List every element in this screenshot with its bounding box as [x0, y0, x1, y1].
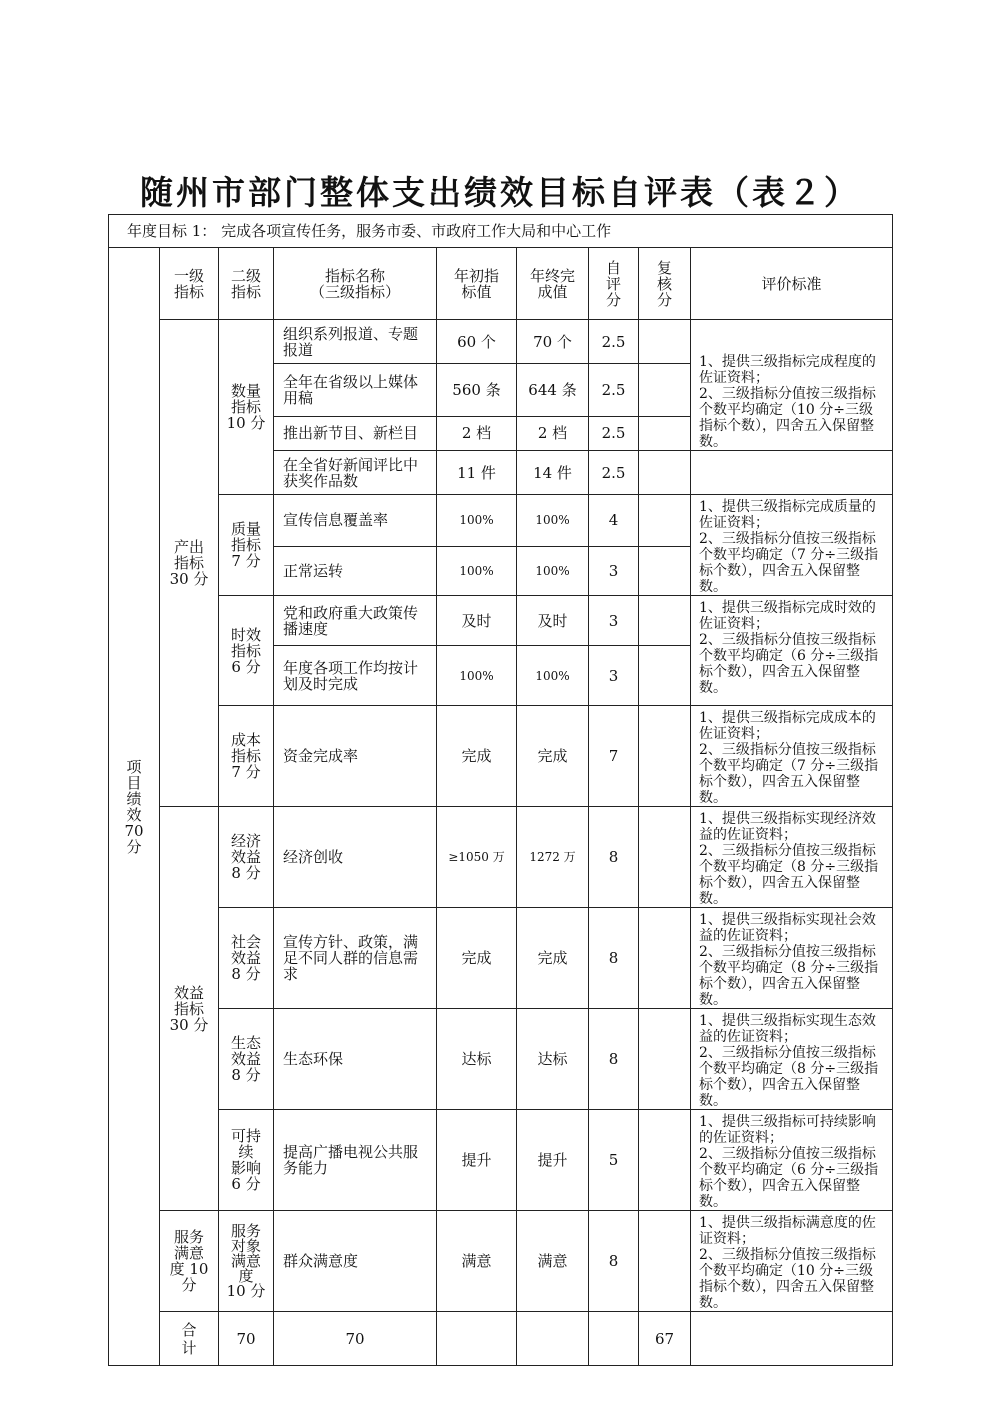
quantity-label: [219, 320, 274, 495]
total-review-empty: [691, 1312, 893, 1366]
self-score: 8: [589, 807, 639, 908]
header-review-score-text: 复 核 分: [656, 258, 672, 309]
table-row: [109, 908, 893, 1009]
indicator-name: 正常运转: [274, 546, 437, 595]
initial-value: 11 件: [437, 451, 517, 495]
final-value: 提升: [517, 1110, 589, 1211]
indicator-name: 年度各项工作均按计划及时完成: [274, 646, 437, 706]
cost-criteria: [691, 706, 893, 807]
indicator-name: 提高广播电视公共服务能力: [274, 1110, 437, 1211]
table-row: [109, 596, 893, 646]
review-score: [639, 364, 691, 416]
header-level2-text: 二级 指标: [230, 266, 261, 301]
header-name: [274, 248, 437, 320]
initial-value: 2 档: [437, 416, 517, 450]
header-criteria: 评价标准: [691, 248, 893, 320]
benefit-label: [160, 807, 219, 1211]
self-score: 8: [589, 908, 639, 1009]
initial-value: 及时: [437, 596, 517, 646]
initial-value: 满意: [437, 1211, 517, 1312]
social-label-text: 社会 效益 8 分: [230, 933, 261, 983]
social-label: [219, 908, 274, 1009]
criteria-empty: [691, 451, 893, 495]
initial-value: ≥1050 万: [437, 807, 517, 908]
satisfaction-criteria-text: 1、提供三级指标满意度的佐证资料； 2、三级指标分值按三级指标个数平均确定（10 分÷三级指标个数），四舍五入保留整数。: [699, 1215, 876, 1311]
indicator-name: 全年在省级以上媒体用稿: [274, 364, 437, 416]
review-score: [639, 706, 691, 807]
self-score: 5: [589, 1110, 639, 1211]
performance-table: [108, 214, 893, 1366]
header-level1-text: 一级 指标: [173, 266, 204, 301]
indicator-name: 党和政府重大政策传播速度: [274, 596, 437, 646]
indicator-name: 生态环保: [274, 1009, 437, 1110]
indicator-name: 资金完成率: [274, 706, 437, 807]
final-value: 1272 万: [517, 807, 589, 908]
initial-value: 完成: [437, 706, 517, 807]
header-initial: [437, 248, 517, 320]
self-score: 8: [589, 1009, 639, 1110]
final-value: 100%: [517, 495, 589, 547]
timeliness-label-text: 时效 指标 6 分: [230, 625, 261, 676]
total-row: [109, 1312, 893, 1366]
sustainable-criteria: [691, 1110, 893, 1211]
total-label: [160, 1312, 219, 1366]
indicator-name: 组织系列报道、专题报道: [274, 320, 437, 364]
output-label: [160, 320, 219, 807]
table-row: [109, 495, 893, 547]
review-score: [639, 1009, 691, 1110]
table-row: [109, 807, 893, 908]
economic-label: [219, 807, 274, 908]
self-score: 2.5: [589, 416, 639, 450]
initial-value: 100%: [437, 495, 517, 547]
table-row: [109, 706, 893, 807]
review-score: [639, 451, 691, 495]
indicator-name: 宣传方针、政策，满足不同人群的信息需求: [274, 908, 437, 1009]
header-review-score: [639, 248, 691, 320]
final-value: 2 档: [517, 416, 589, 450]
header-level1: [160, 248, 219, 320]
total-level1: 70: [219, 1312, 274, 1366]
quality-criteria: [691, 495, 893, 596]
header-self-score-text: 自 评 分: [605, 258, 621, 309]
indicator-name: 在全省好新闻评比中获奖作品数: [274, 451, 437, 495]
final-value: 644 条: [517, 364, 589, 416]
self-score: 3: [589, 596, 639, 646]
satisfaction-label-text: 服务 满意 度 10 分: [169, 1228, 209, 1294]
header-self-score: [589, 248, 639, 320]
self-score: 7: [589, 706, 639, 807]
review-score: [639, 546, 691, 595]
self-score: 3: [589, 546, 639, 595]
initial-value: 100%: [437, 546, 517, 595]
economic-criteria-text: 1、提供三级指标实现经济效益的佐证资料； 2、三级指标分值按三级指标个数平均确定（8 分÷三级指标个数），四舍五入保留整数。: [699, 811, 879, 907]
sustainable-label-text: 可持 续 影响 6 分: [230, 1127, 261, 1193]
indicator-name: 群众满意度: [274, 1211, 437, 1312]
indicator-name: 推出新节目、新栏目: [274, 416, 437, 450]
timeliness-criteria: [691, 596, 893, 706]
satisfaction-sub-label: [219, 1211, 274, 1312]
total-final-empty: [589, 1312, 639, 1366]
final-value: 满意: [517, 1211, 589, 1312]
table-row: [109, 1110, 893, 1211]
review-score: [639, 1110, 691, 1211]
benefit-label-text: 效益 指标 30 分: [169, 983, 209, 1034]
economic-criteria: [691, 807, 893, 908]
initial-value: 100%: [437, 646, 517, 706]
output-label-text: 产出 指标 30 分: [169, 538, 209, 588]
sustainable-criteria-text: 1、提供三级指标可持续影响的佐证资料； 2、三级指标分值按三级指标个数平均确定（6 分÷三级指标个数），四舍五入保留整数。: [699, 1114, 879, 1210]
quantity-criteria: [691, 320, 893, 451]
final-value: 14 件: [517, 451, 589, 495]
quantity-label-text: 数量 指标 10 分: [226, 382, 266, 432]
table-row: [109, 1009, 893, 1110]
quality-criteria-text: 1、提供三级指标完成质量的佐证资料； 2、三级指标分值按三级指标个数平均确定（7 分÷三级指标个数），四舍五入保留整数。: [699, 499, 879, 595]
header-final: [517, 248, 589, 320]
sustainable-label: [219, 1110, 274, 1211]
initial-value: 提升: [437, 1110, 517, 1211]
ecological-label-text: 生态 效益 8 分: [230, 1034, 261, 1084]
final-value: 及时: [517, 596, 589, 646]
self-score: 3: [589, 646, 639, 706]
total-level2: 70: [274, 1312, 437, 1366]
self-score: 8: [589, 1211, 639, 1312]
final-value: 100%: [517, 546, 589, 595]
final-value: 完成: [517, 908, 589, 1009]
economic-label-text: 经济 效益 8 分: [230, 832, 261, 882]
review-score: [639, 416, 691, 450]
review-score: [639, 1211, 691, 1312]
page-title: 随州市部门整体支出绩效目标自评表（表２）: [140, 173, 860, 212]
final-value: 达标: [517, 1009, 589, 1110]
total-initial-empty: [517, 1312, 589, 1366]
header-initial-text: 年初指 标值: [453, 266, 499, 301]
ecological-criteria: [691, 1009, 893, 1110]
final-value: 完成: [517, 706, 589, 807]
social-criteria: [691, 908, 893, 1009]
quantity-criteria-text: 1、提供三级指标完成程度的佐证资料； 2、三级指标分值按三级指标个数平均确定（10 分÷三级指标个数），四舍五入保留整数。: [699, 354, 876, 450]
total-label-text: 合 计: [181, 1320, 197, 1357]
initial-value: 完成: [437, 908, 517, 1009]
review-score: [639, 646, 691, 706]
review-score: [639, 596, 691, 646]
review-score: [639, 495, 691, 547]
final-value: 100%: [517, 646, 589, 706]
satisfaction-sub-label-text: 服务 对象 满意 度 10 分: [226, 1221, 266, 1300]
total-name-empty: [437, 1312, 517, 1366]
initial-value: 60 个: [437, 320, 517, 364]
review-score: [639, 908, 691, 1009]
annual-goal: 年度目标 1： 完成各项宣传任务，服务市委、市政府工作大局和中心工作: [109, 215, 893, 248]
self-score: 4: [589, 495, 639, 547]
social-criteria-text: 1、提供三级指标实现社会效益的佐证资料； 2、三级指标分值按三级指标个数平均确定（8 分÷三级指标个数），四舍五入保留整数。: [699, 912, 879, 1008]
satisfaction-label: [160, 1211, 219, 1312]
goal-row: [109, 215, 893, 248]
cost-criteria-text: 1、提供三级指标完成成本的佐证资料； 2、三级指标分值按三级指标个数平均确定（7 分÷三级指标个数），四舍五入保留整数。: [699, 710, 879, 806]
cost-label: [219, 706, 274, 807]
cost-label-text: 成本 指标 7 分: [230, 731, 261, 781]
self-score: 2.5: [589, 320, 639, 364]
indicator-name: 宣传信息覆盖率: [274, 495, 437, 547]
header-level2: [219, 248, 274, 320]
table-row: [109, 1211, 893, 1312]
satisfaction-criteria: [691, 1211, 893, 1312]
timeliness-label: [219, 596, 274, 706]
self-score: 2.5: [589, 364, 639, 416]
quality-label: [219, 495, 274, 596]
header-final-text: 年终完 成值: [529, 266, 575, 301]
review-score: [639, 807, 691, 908]
header-name-text: 指标名称 （三级指标）: [309, 266, 400, 301]
indicator-name: 经济创收: [274, 807, 437, 908]
quality-label-text: 质量 指标 7 分: [230, 520, 261, 570]
timeliness-criteria-text: 1、提供三级指标完成时效的佐证资料； 2、三级指标分值按三级指标个数平均确定（6 分÷三级指标个数），四舍五入保留整数。: [699, 600, 879, 696]
ecological-label: [219, 1009, 274, 1110]
total-self-score: 67: [639, 1312, 691, 1366]
section-label: [109, 248, 160, 1366]
self-score: 2.5: [589, 451, 639, 495]
initial-value: 560 条: [437, 364, 517, 416]
table-row: [109, 320, 893, 364]
ecological-criteria-text: 1、提供三级指标实现生态效益的佐证资料； 2、三级指标分值按三级指标个数平均确定（8 分÷三级指标个数），四舍五入保留整数。: [699, 1013, 879, 1109]
section-label-text: 项 目 绩 效 70 分: [124, 757, 144, 856]
review-score: [639, 320, 691, 364]
header-row: [109, 248, 893, 320]
final-value: 70 个: [517, 320, 589, 364]
initial-value: 达标: [437, 1009, 517, 1110]
